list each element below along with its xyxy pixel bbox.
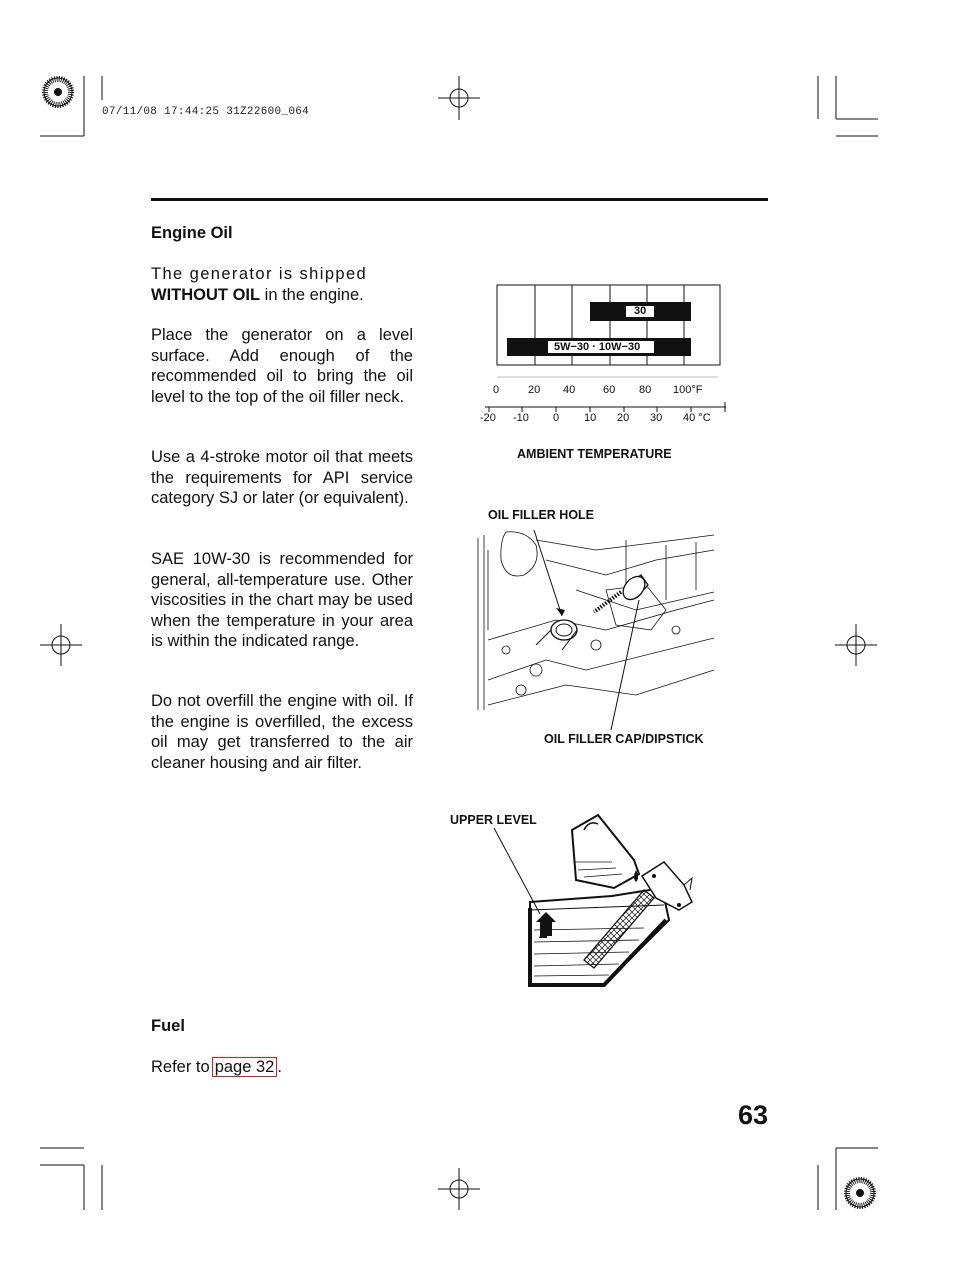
paragraph-api: Use a 4-stroke motor oil that meets the requirements for API service category SJ or later (or equivalent). (151, 448, 413, 507)
c-tick-20: 20 (617, 412, 630, 424)
oil-filler-cap-label: OIL FILLER CAP/DIPSTICK (544, 732, 704, 746)
paragraph-shipped: The generator is shipped WITHOUT OIL in the engine. (151, 265, 368, 304)
starburst-top-left (44, 78, 72, 106)
c-tick-minus20: -20 (480, 412, 496, 424)
section-rule (151, 198, 768, 201)
bar-multigrade-label: 5W−30 · 10W−30 (554, 341, 641, 353)
f-tick-20: 20 (528, 384, 541, 396)
c-tick-40: 40 °C (683, 412, 711, 424)
page-32-link[interactable]: page 32 (212, 1057, 278, 1077)
upper-level-label: UPPER LEVEL (450, 813, 537, 827)
ambient-temperature-caption: AMBIENT TEMPERATURE (517, 447, 672, 461)
f-tick-0: 0 (493, 384, 500, 396)
engine-oil-heading: Engine Oil (151, 224, 233, 242)
c-tick-10: 10 (584, 412, 597, 424)
page-number: 63 (738, 1100, 769, 1130)
crosshair-right (835, 624, 877, 666)
fuel-heading: Fuel (151, 1017, 185, 1035)
paragraph-level-surface: Place the generator on a level surface. Add enough of the recommended oil to bring the oil level to the top of the oil filler neck. (151, 326, 413, 406)
oil-filler-hole-label: OIL FILLER HOLE (488, 508, 595, 522)
bar-30-label: 30 (634, 305, 647, 317)
paragraph-overfill: Do not overfill the engine with oil. If the engine is overfilled, the excess oil may get transferred to the air cleaner housing and air filter. (151, 692, 413, 772)
f-tick-100: 100°F (673, 384, 703, 396)
crosshair-bottom (438, 1168, 480, 1210)
f-tick-60: 60 (603, 384, 616, 396)
without-oil-emphasis: WITHOUT OIL (151, 285, 261, 304)
starburst-bottom-right (846, 1179, 874, 1207)
f-tick-40: 40 (563, 384, 576, 396)
c-tick-0: 0 (553, 412, 560, 424)
c-tick-30: 30 (650, 412, 663, 424)
crosshair-top (438, 76, 480, 120)
c-tick-minus10: -10 (513, 412, 529, 424)
crosshair-left (40, 624, 82, 666)
fuel-reference: Refer to page 32 . (151, 1058, 282, 1076)
oil-level-illustration (494, 810, 734, 990)
paragraph-sae: SAE 10W-30 is recommended for general, all-temperature use. Other viscosities in the chart may be used when the temperature in your area is within the indicated range. (151, 550, 413, 650)
engine-oil-filler-illustration (476, 530, 716, 710)
f-tick-80: 80 (639, 384, 652, 396)
print-timestamp: 07/11/08 17:44:25 31Z22600_064 (102, 106, 310, 118)
